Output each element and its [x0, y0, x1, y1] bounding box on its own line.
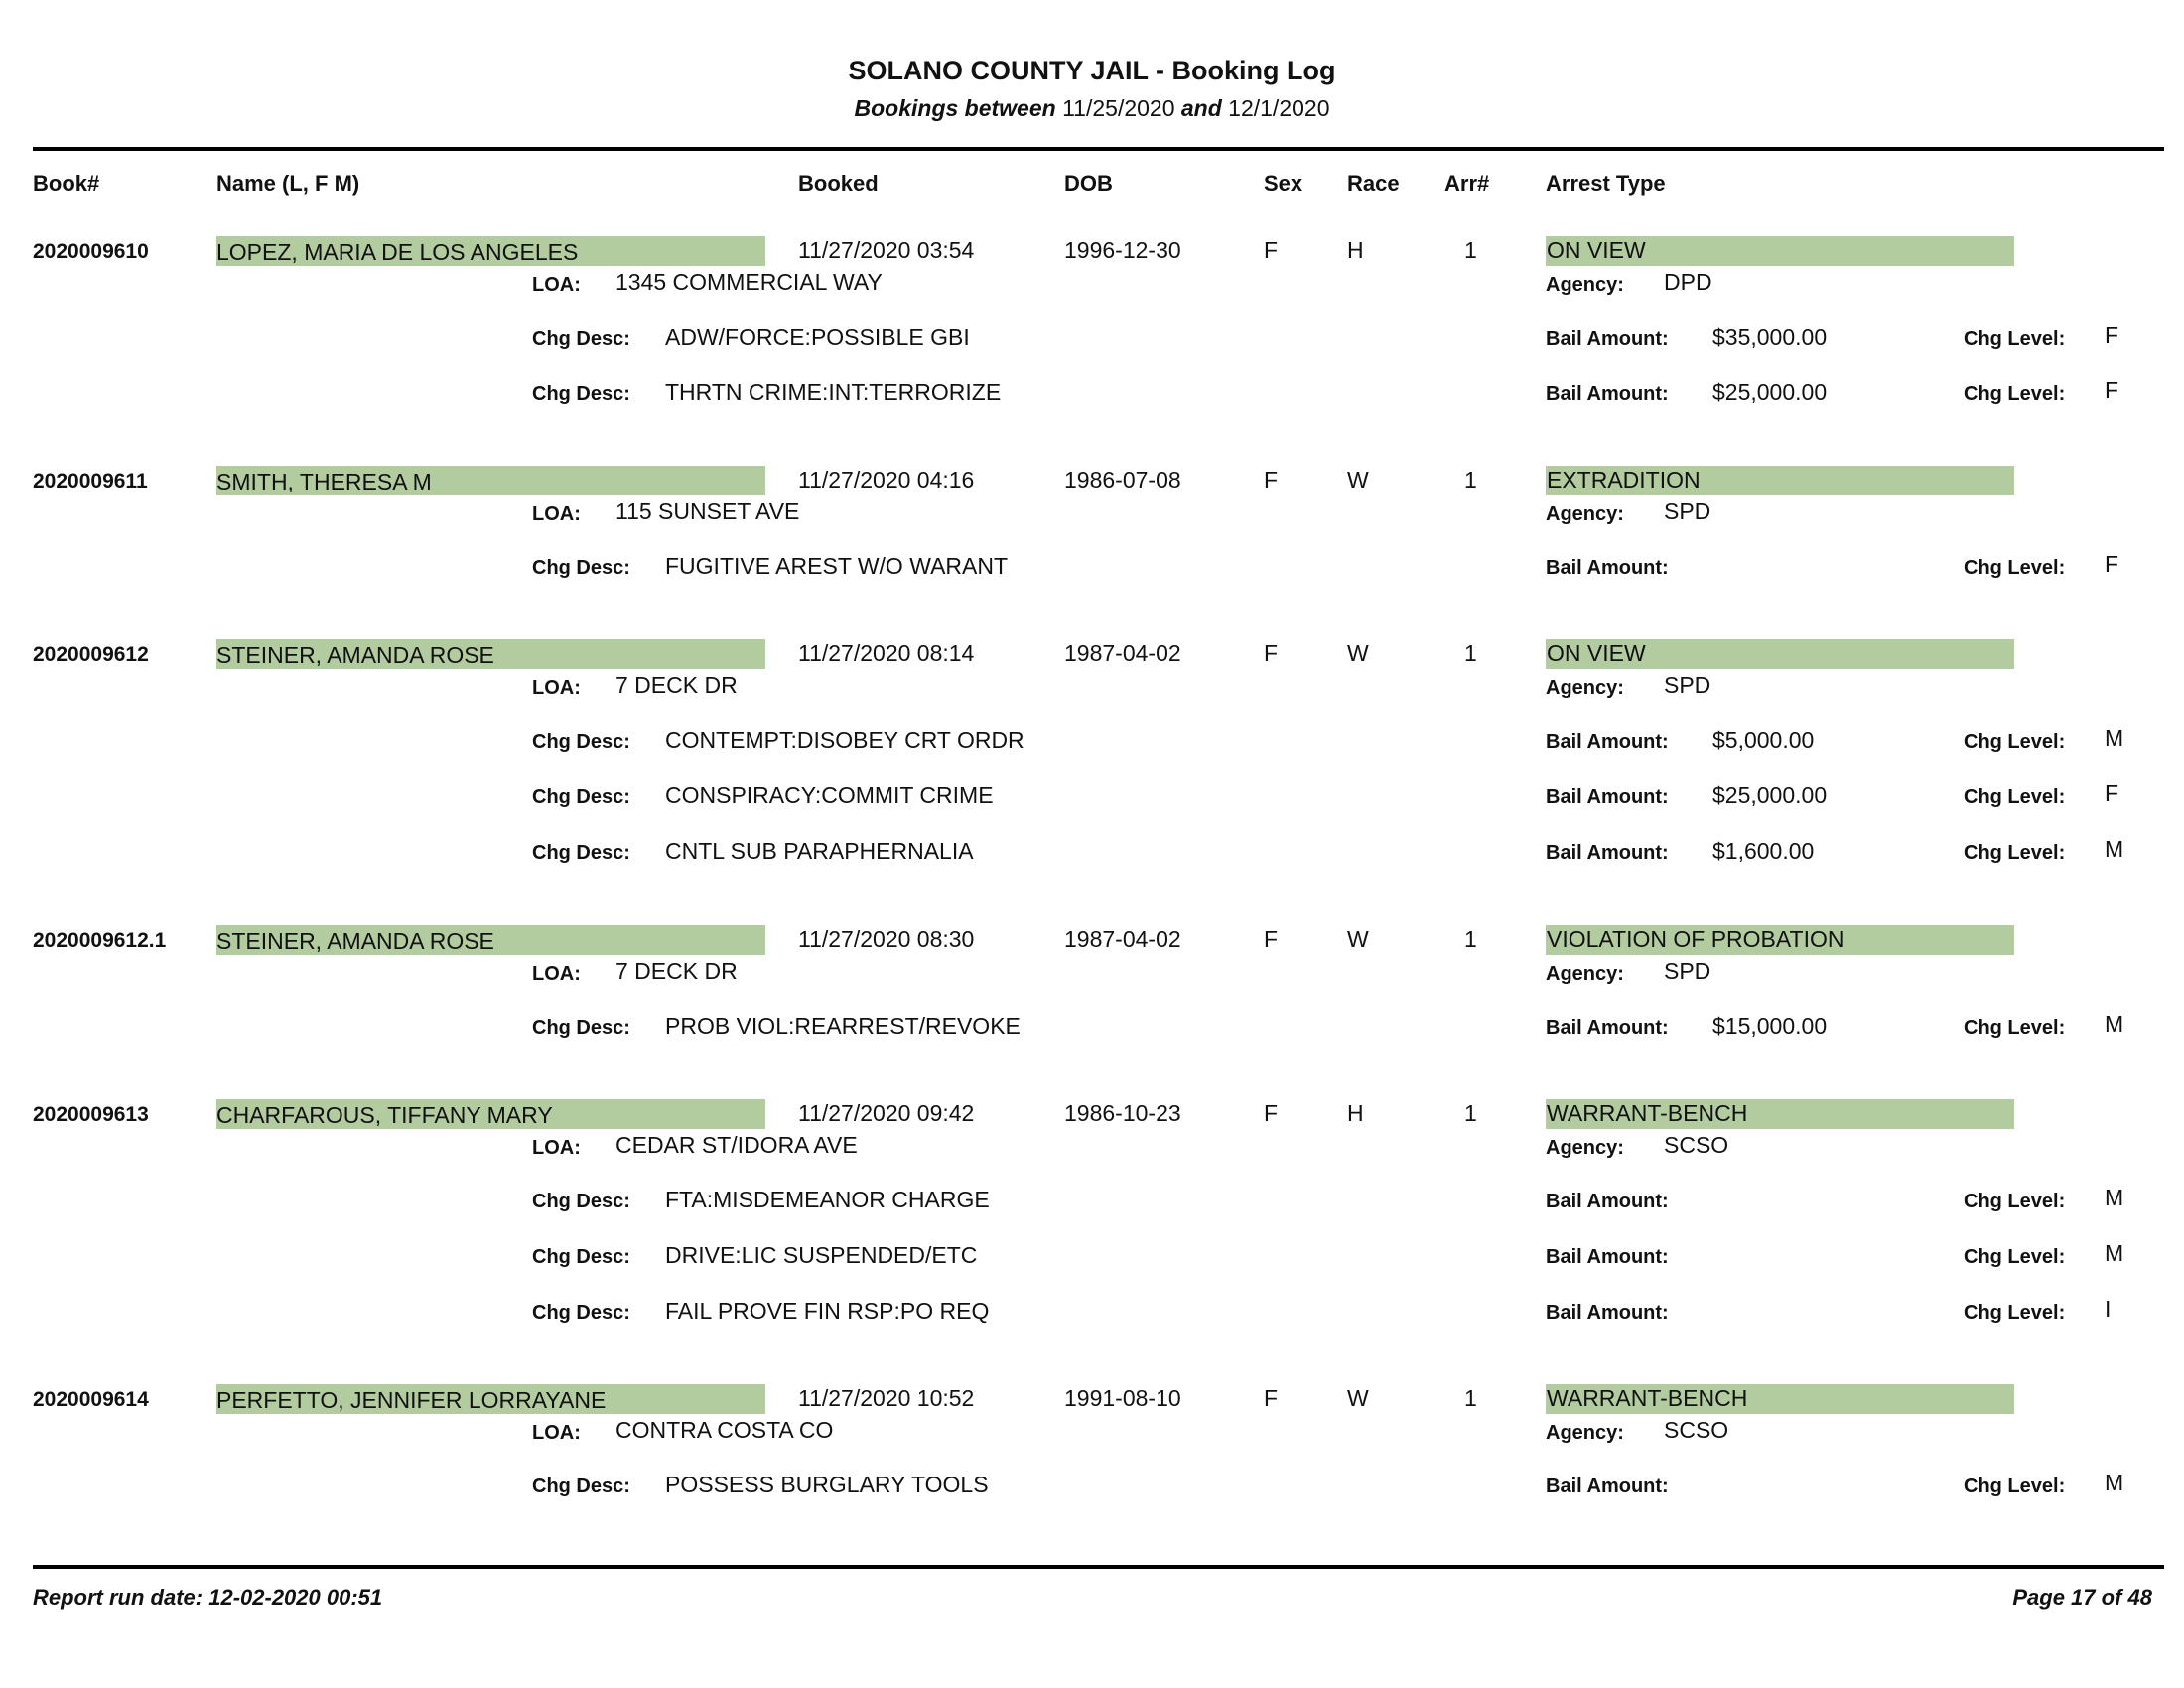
charge-level: M [2105, 1470, 2124, 1495]
charge-level: M [2105, 1240, 2124, 1266]
bail-amount-label: Bail Amount: [1546, 842, 1669, 864]
race-value: W [1347, 467, 1369, 492]
agency-label: Agency: [1546, 677, 1624, 699]
arrest-type: ON VIEW [1547, 237, 1646, 263]
arrest-number: 1 [1464, 467, 1477, 492]
charge-level: F [2105, 322, 2119, 348]
loa-label: LOA: [532, 274, 581, 296]
agency-label: Agency: [1546, 274, 1624, 296]
bail-amount: $15,000.00 [1712, 1013, 1828, 1039]
loa-value: CEDAR ST/IDORA AVE [615, 1132, 858, 1158]
booking-number: 2020009614 [33, 1388, 149, 1411]
chg-desc-label: Chg Desc: [532, 842, 630, 864]
sex-value: F [1264, 640, 1279, 666]
booked-datetime: 11/27/2020 08:30 [798, 926, 975, 952]
inmate-name: PERFETTO, JENNIFER LORRAYANE [216, 1387, 607, 1413]
arrest-number: 1 [1464, 237, 1477, 263]
col-header-dob: DOB [1064, 171, 1113, 196]
report-subtitle [0, 95, 2184, 122]
charge-description: FAIL PROVE FIN RSP:PO REQ [665, 1298, 990, 1324]
loa-label: LOA: [532, 1422, 581, 1444]
bail-amount-label: Bail Amount: [1546, 731, 1669, 753]
race-value: W [1347, 926, 1369, 952]
agency-label: Agency: [1546, 963, 1624, 985]
sex-value: F [1264, 926, 1279, 952]
col-header-name: Name (L, F M) [216, 171, 360, 196]
agency-label: Agency: [1546, 1137, 1624, 1159]
agency-value: SCSO [1664, 1132, 1729, 1158]
arrest-number: 1 [1464, 1385, 1477, 1411]
sex-value: F [1264, 1385, 1279, 1411]
col-header-booked: Booked [798, 171, 879, 196]
loa-label: LOA: [532, 677, 581, 699]
date-of-birth: 1996-12-30 [1064, 237, 1181, 263]
booked-datetime: 11/27/2020 10:52 [798, 1385, 975, 1411]
col-header-arr: Arr# [1444, 171, 1490, 196]
charge-description: POSSESS BURGLARY TOOLS [665, 1472, 989, 1497]
chg-desc-label: Chg Desc: [532, 1302, 630, 1324]
chg-desc-label: Chg Desc: [532, 328, 630, 350]
charge-description: FTA:MISDEMEANOR CHARGE [665, 1187, 990, 1212]
inmate-name: SMITH, THERESA M [216, 469, 432, 494]
arrest-type: WARRANT-BENCH [1547, 1100, 1748, 1126]
chg-level-label: Chg Level: [1964, 731, 2066, 753]
chg-desc-label: Chg Desc: [532, 1476, 630, 1497]
bail-amount-label: Bail Amount: [1546, 1191, 1669, 1212]
race-value: W [1347, 640, 1369, 666]
chg-desc-label: Chg Desc: [532, 1191, 630, 1212]
arrest-type: VIOLATION OF PROBATION [1547, 926, 1844, 952]
sex-value: F [1264, 467, 1279, 492]
bail-amount-label: Bail Amount: [1546, 1246, 1669, 1268]
chg-desc-label: Chg Desc: [532, 383, 630, 405]
booked-datetime: 11/27/2020 08:14 [798, 640, 975, 666]
bail-amount: $1,600.00 [1712, 838, 1815, 864]
footer-rule [33, 1565, 2164, 1569]
col-header-book: Book# [33, 171, 100, 196]
bail-amount-label: Bail Amount: [1546, 328, 1669, 350]
agency-value: SCSO [1664, 1417, 1729, 1443]
loa-value: 1345 COMMERCIAL WAY [615, 269, 883, 295]
chg-desc-label: Chg Desc: [532, 1017, 630, 1039]
agency-value: SPD [1664, 958, 1711, 984]
agency-value: DPD [1664, 269, 1712, 295]
race-value: W [1347, 1385, 1369, 1411]
race-value: H [1347, 1100, 1364, 1126]
chg-level-label: Chg Level: [1964, 1476, 2066, 1497]
loa-value: 7 DECK DR [615, 958, 738, 984]
chg-desc-label: Chg Desc: [532, 786, 630, 808]
chg-level-label: Chg Level: [1964, 1246, 2066, 1268]
col-header-sex: Sex [1264, 171, 1303, 196]
chg-level-label: Chg Level: [1964, 1017, 2066, 1039]
chg-level-label: Chg Level: [1964, 383, 2066, 405]
charge-description: THRTN CRIME:INT:TERRORIZE [665, 379, 1002, 405]
bail-amount: $35,000.00 [1712, 324, 1828, 350]
sex-value: F [1264, 1100, 1279, 1126]
loa-value: 7 DECK DR [615, 672, 738, 698]
arrest-type: EXTRADITION [1547, 467, 1701, 492]
subtitle-and: and [1180, 95, 1222, 121]
date-to: 12/1/2020 [1228, 95, 1330, 121]
inmate-name: LOPEZ, MARIA DE LOS ANGELES [216, 239, 579, 265]
inmate-name: STEINER, AMANDA ROSE [216, 928, 494, 954]
charge-level: F [2105, 780, 2119, 806]
bail-amount-label: Bail Amount: [1546, 1017, 1669, 1039]
subtitle-prefix: Bookings between [854, 95, 1056, 121]
loa-label: LOA: [532, 503, 581, 525]
inmate-name: CHARFAROUS, TIFFANY MARY [216, 1102, 553, 1128]
report-title: SOLANO COUNTY JAIL - Booking Log [848, 56, 1336, 85]
charge-level: M [2105, 1185, 2124, 1210]
booked-datetime: 11/27/2020 04:16 [798, 467, 975, 492]
charge-description: CNTL SUB PARAPHERNALIA [665, 838, 974, 864]
booking-number: 2020009610 [33, 240, 149, 263]
bail-amount: $5,000.00 [1712, 727, 1815, 753]
agency-label: Agency: [1546, 503, 1624, 525]
agency-value: SPD [1664, 672, 1711, 698]
date-of-birth: 1987-04-02 [1064, 640, 1181, 666]
date-of-birth: 1987-04-02 [1064, 926, 1181, 952]
chg-level-label: Chg Level: [1964, 842, 2066, 864]
date-of-birth: 1991-08-10 [1064, 1385, 1181, 1411]
booking-number: 2020009613 [33, 1103, 149, 1126]
date-of-birth: 1986-07-08 [1064, 467, 1181, 492]
col-header-arrest-type: Arrest Type [1546, 171, 1666, 196]
chg-level-label: Chg Level: [1964, 1191, 2066, 1212]
report-run-date: Report run date: 12-02-2020 00:51 [33, 1585, 383, 1610]
chg-desc-label: Chg Desc: [532, 731, 630, 753]
arrest-number: 1 [1464, 1100, 1477, 1126]
bail-amount-label: Bail Amount: [1546, 383, 1669, 405]
charge-level: F [2105, 551, 2119, 577]
loa-value: 115 SUNSET AVE [615, 498, 800, 524]
charge-description: CONTEMPT:DISOBEY CRT ORDR [665, 727, 1024, 753]
header-rule [33, 147, 2164, 151]
col-header-race: Race [1347, 171, 1400, 196]
agency-label: Agency: [1546, 1422, 1624, 1444]
bail-amount: $25,000.00 [1712, 379, 1828, 405]
bail-amount-label: Bail Amount: [1546, 557, 1669, 579]
arrest-type: WARRANT-BENCH [1547, 1385, 1748, 1411]
chg-level-label: Chg Level: [1964, 328, 2066, 350]
date-from: 11/25/2020 [1062, 95, 1175, 121]
charge-level: M [2105, 725, 2124, 751]
booking-number: 2020009612.1 [33, 929, 167, 952]
bail-amount-label: Bail Amount: [1546, 1476, 1669, 1497]
arrest-number: 1 [1464, 926, 1477, 952]
charge-level: M [2105, 836, 2124, 862]
bail-amount: $25,000.00 [1712, 782, 1828, 808]
booked-datetime: 11/27/2020 09:42 [798, 1100, 975, 1126]
charge-level: F [2105, 377, 2119, 403]
agency-value: SPD [1664, 498, 1711, 524]
date-of-birth: 1986-10-23 [1064, 1100, 1181, 1126]
chg-level-label: Chg Level: [1964, 1302, 2066, 1324]
charge-description: PROB VIOL:REARREST/REVOKE [665, 1013, 1021, 1039]
chg-desc-label: Chg Desc: [532, 1246, 630, 1268]
charge-description: FUGITIVE AREST W/O WARANT [665, 553, 1009, 579]
race-value: H [1347, 237, 1364, 263]
booking-number: 2020009611 [33, 470, 148, 492]
charge-description: DRIVE:LIC SUSPENDED/ETC [665, 1242, 978, 1268]
chg-desc-label: Chg Desc: [532, 557, 630, 579]
loa-label: LOA: [532, 1137, 581, 1159]
charge-level: I [2105, 1296, 2112, 1322]
charge-level: M [2105, 1011, 2124, 1037]
booking-number: 2020009612 [33, 643, 149, 666]
bail-amount-label: Bail Amount: [1546, 786, 1669, 808]
charge-description: ADW/FORCE:POSSIBLE GBI [665, 324, 970, 350]
chg-level-label: Chg Level: [1964, 557, 2066, 579]
chg-level-label: Chg Level: [1964, 786, 2066, 808]
arrest-type: ON VIEW [1547, 640, 1646, 666]
loa-label: LOA: [532, 963, 581, 985]
booked-datetime: 11/27/2020 03:54 [798, 237, 975, 263]
sex-value: F [1264, 237, 1279, 263]
inmate-name: STEINER, AMANDA ROSE [216, 642, 494, 668]
arrest-number: 1 [1464, 640, 1477, 666]
charge-description: CONSPIRACY:COMMIT CRIME [665, 782, 994, 808]
bail-amount-label: Bail Amount: [1546, 1302, 1669, 1324]
page-number: Page 17 of 48 [2012, 1585, 2152, 1610]
loa-value: CONTRA COSTA CO [615, 1417, 834, 1443]
